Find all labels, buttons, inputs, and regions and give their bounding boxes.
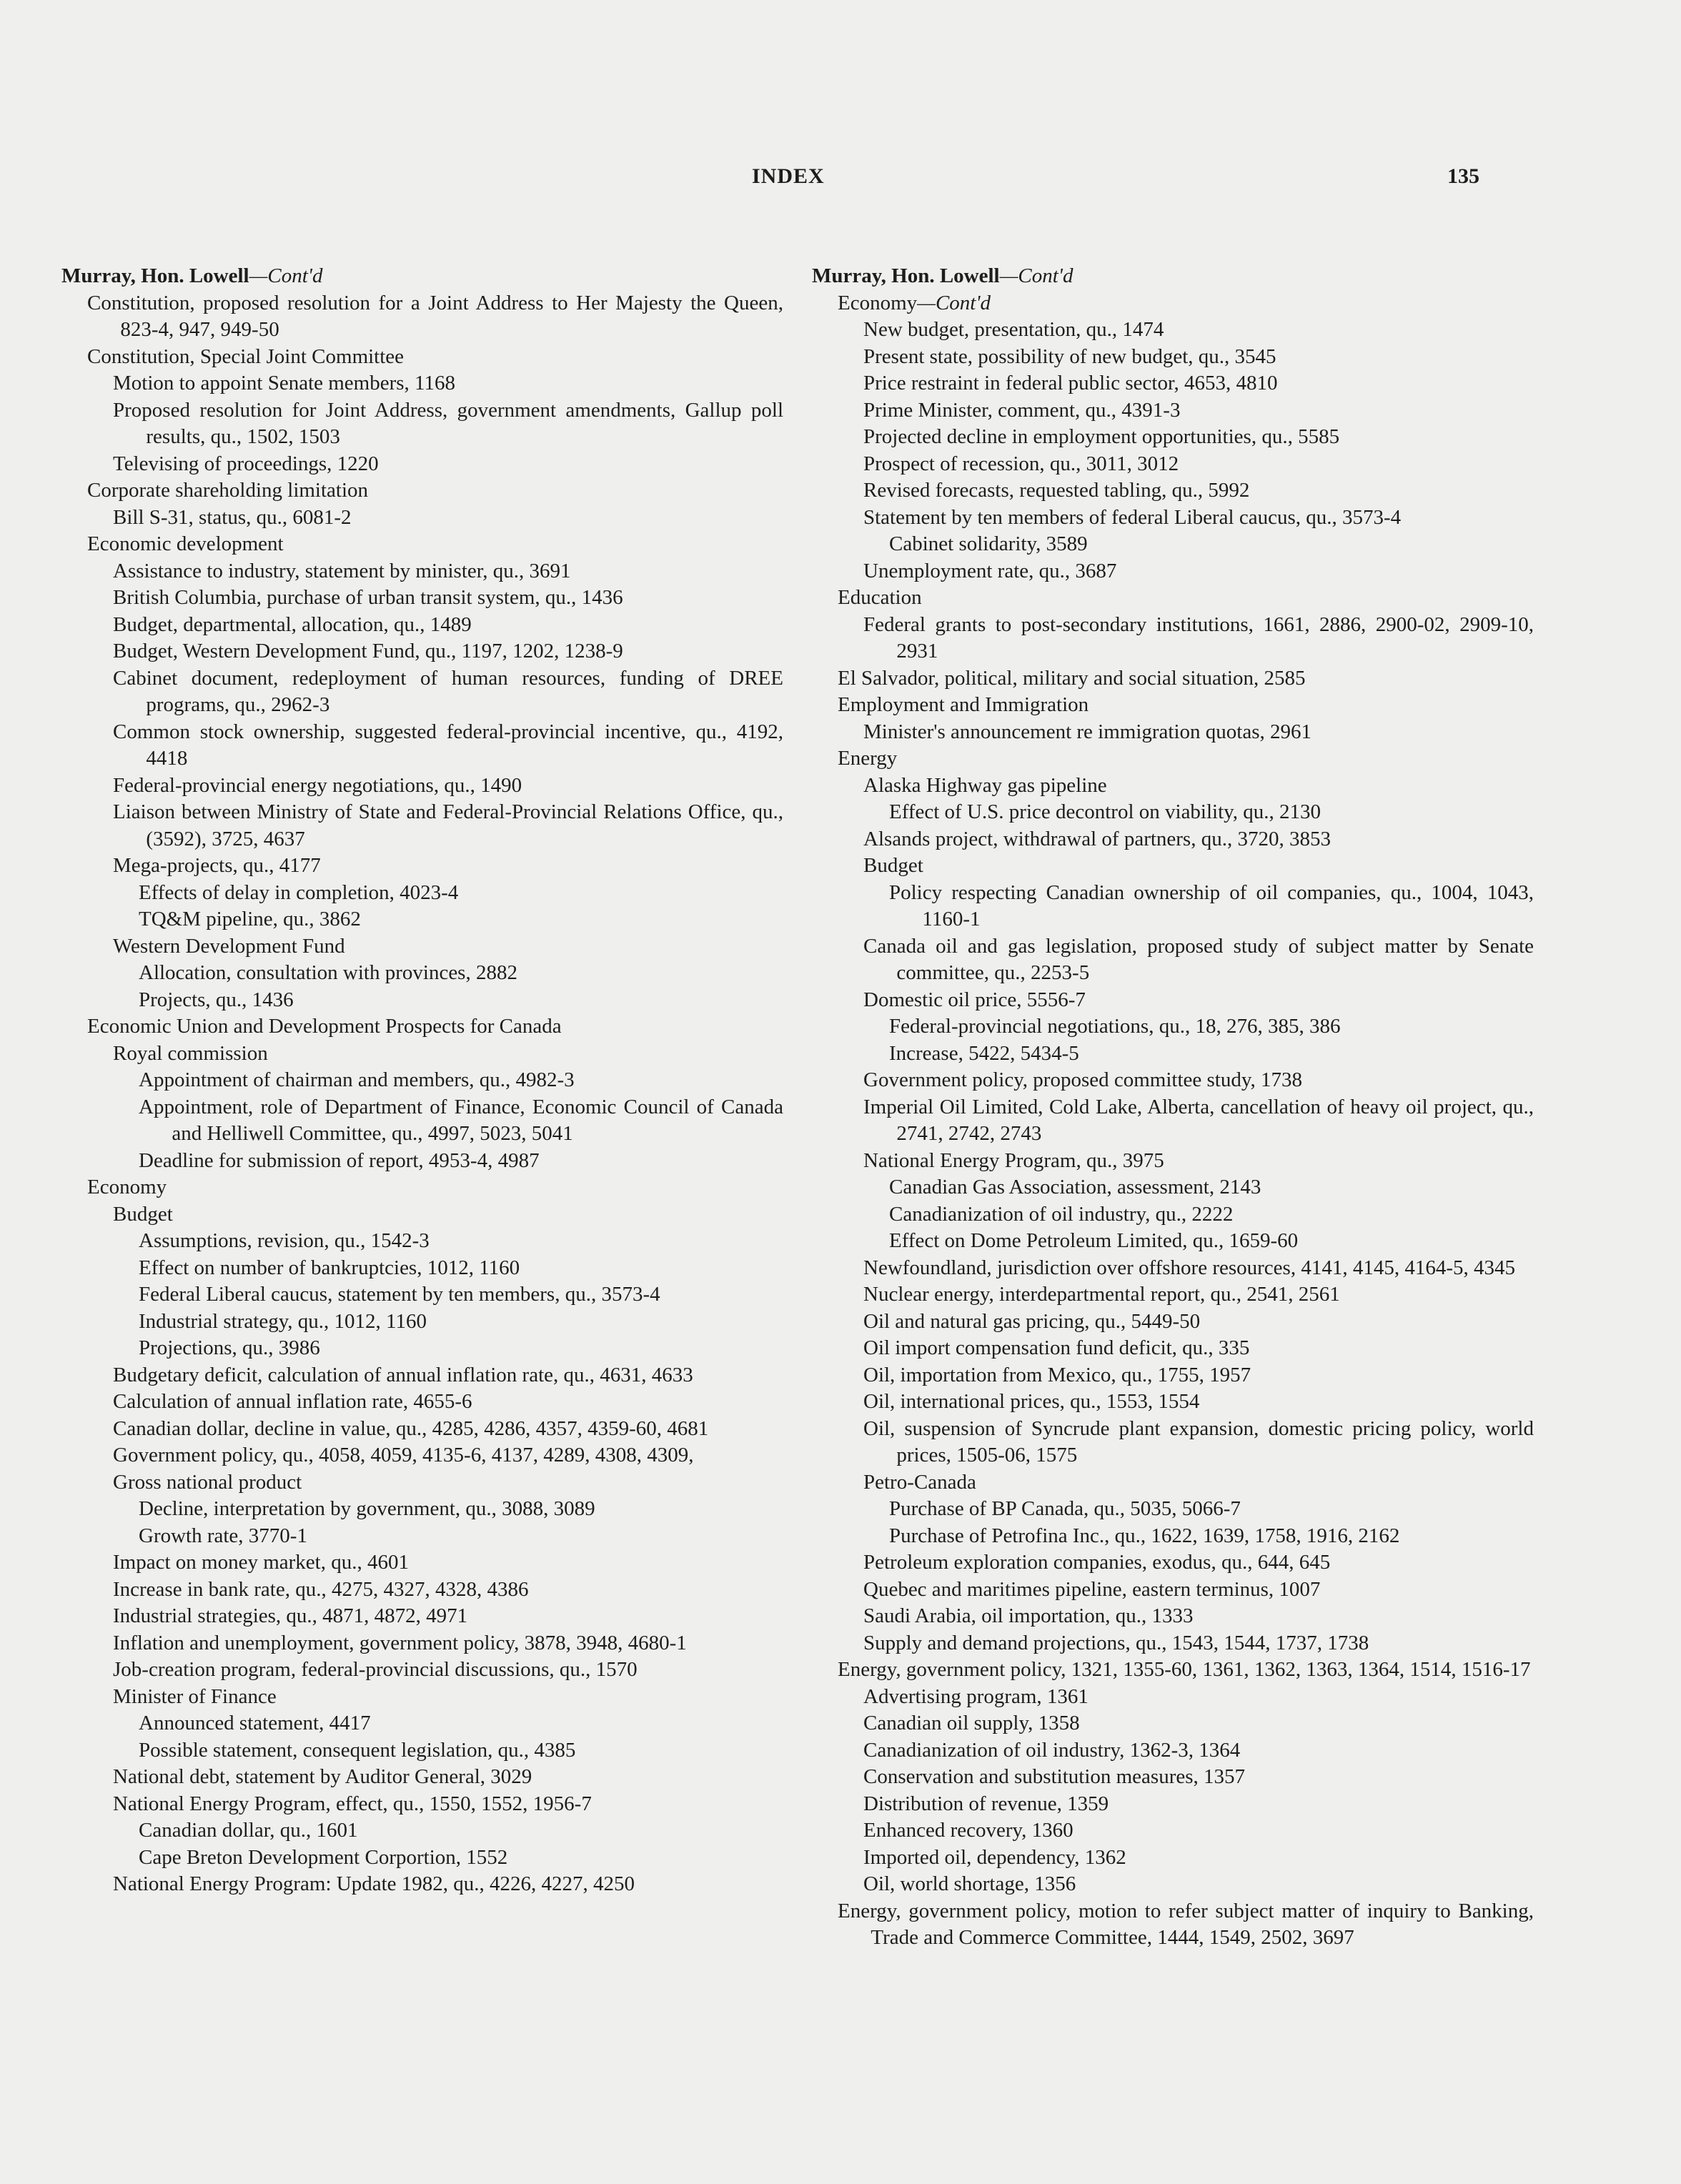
index-entry: Imperial Oil Limited, Cold Lake, Alberta, cancellation of heavy oil project, qu., 2741, 2742, 2743 <box>863 1095 1534 1145</box>
index-entry: Canada oil and gas legislation, proposed study of subject matter by Senate committee, qu., 2253-5 <box>863 934 1534 984</box>
index-entry: Constitution, Special Joint Committee <box>87 344 405 368</box>
index-entry: Revised forecasts, requested tabling, qu., 5992 <box>863 479 1250 502</box>
index-entry: Economic development <box>87 532 284 555</box>
index-entry: Effect on Dome Petroleum Limited, qu., 1659-60 <box>889 1229 1299 1252</box>
index-entry: National Energy Program: Update 1982, qu., 4226, 4227, 4250 <box>113 1872 635 1895</box>
index-entry: Common stock ownership, suggested federal-provincial incentive, qu., 4192, 4418 <box>113 720 783 770</box>
index-entry: Energy, government policy, motion to refer subject matter of inquiry to Banking, Trade and Commerce Committee, 1444, 1549, 2502, 3697 <box>838 1899 1534 1949</box>
index-entry: Petro-Canada <box>863 1470 976 1494</box>
index-entry: Canadian oil supply, 1358 <box>863 1712 1080 1734</box>
index-entry: Government policy, qu., 4058, 4059, 4135-6, 4137, 4289, 4308, 4309, <box>113 1444 694 1466</box>
index-entry: Liaison between Ministry of State and Federal-Provincial Relations Office, qu., (3592), 3725, 4637 <box>113 800 783 850</box>
index-entry: Purchase of Petrofina Inc., qu., 1622, 1639, 1758, 1916, 2162 <box>889 1524 1400 1547</box>
heading-name: Murray, Hon. Lowell <box>812 264 1000 287</box>
index-entry: Policy respecting Canadian ownership of oil companies, qu., 1004, 1043, 1160-1 <box>889 880 1534 930</box>
index-entry: Industrial strategies, qu., 4871, 4872, 4971 <box>113 1604 468 1627</box>
index-entry: Corporate shareholding limitation <box>87 479 369 502</box>
index-entries <box>812 290 1534 1952</box>
index-entry: Prime Minister, comment, qu., 4391-3 <box>863 398 1181 422</box>
index-entry: Assumptions, revision, qu., 1542-3 <box>139 1229 430 1252</box>
heading-continued: —Cont'd <box>999 264 1073 287</box>
page-number: 135 <box>1447 164 1479 188</box>
index-entries <box>61 290 783 1898</box>
heading-name: Murray, Hon. Lowell <box>61 264 249 287</box>
index-entry: Canadianization of oil industry, 1362-3, 1364 <box>863 1738 1241 1762</box>
index-entry: Economic Union and Development Prospects for Canada <box>87 1015 562 1038</box>
index-entry: Televising of proceedings, 1220 <box>113 452 379 475</box>
index-entry: Domestic oil price, 5556-7 <box>863 988 1086 1011</box>
index-heading <box>61 263 783 290</box>
index-entry: Quebec and maritimes pipeline, eastern terminus, 1007 <box>863 1577 1321 1601</box>
index-entry: Assistance to industry, statement by minister, qu., 3691 <box>113 559 571 582</box>
index-entry: Alsands project, withdrawal of partners, qu., 3720, 3853 <box>863 827 1331 850</box>
index-entry: Supply and demand projections, qu., 1543, 1544, 1737, 1738 <box>863 1631 1369 1654</box>
index-entry: Oil, importation from Mexico, qu., 1755, 1957 <box>863 1363 1251 1386</box>
index-entry: Proposed resolution for Joint Address, government amendments, Gallup poll results, qu., 1502, 1503 <box>113 398 783 448</box>
index-entry: Imported oil, dependency, 1362 <box>863 1845 1126 1869</box>
index-entry: Cabinet document, redeployment of human resources, funding of DREE programs, qu., 2962-3 <box>113 666 783 716</box>
index-entry: Federal Liberal caucus, statement by ten members, qu., 3573-4 <box>139 1283 660 1306</box>
index-entry: Alaska Highway gas pipeline <box>863 773 1107 797</box>
index-entry: Budget <box>113 1202 173 1226</box>
index-entry: Canadian Gas Association, assessment, 2143 <box>889 1176 1261 1198</box>
index-entry: Calculation of annual inflation rate, 4655-6 <box>113 1390 472 1413</box>
index-entry: Purchase of BP Canada, qu., 5035, 5066-7 <box>889 1497 1241 1520</box>
index-entry: Effects of delay in completion, 4023-4 <box>139 880 459 904</box>
index-entry: Oil and natural gas pricing, qu., 5449-50 <box>863 1309 1201 1333</box>
index-entry: National Energy Program, effect, qu., 1550, 1552, 1956-7 <box>113 1792 592 1815</box>
index-entry: Deadline for submission of report, 4953-4, 4987 <box>139 1148 540 1172</box>
index-entry: Royal commission <box>113 1041 268 1065</box>
index-entry: Distribution of revenue, 1359 <box>863 1792 1109 1815</box>
index-entry: Constitution, proposed resolution for a Joint Address to Her Majesty the Queen, 823-4, 947, 949-50 <box>87 291 783 341</box>
index-heading <box>812 263 1534 290</box>
index-entry: Conservation and substitution measures, 1357 <box>863 1765 1246 1788</box>
index-entry: Federal-provincial energy negotiations, qu., 1490 <box>113 773 522 797</box>
index-entry: Industrial strategy, qu., 1012, 1160 <box>139 1309 427 1333</box>
index-entry: Economy <box>87 1176 167 1198</box>
index-entry: Job-creation program, federal-provincial discussions, qu., 1570 <box>113 1658 638 1681</box>
index-entry: Effect of U.S. price decontrol on viability, qu., 2130 <box>889 800 1322 823</box>
index-entry: Newfoundland, jurisdiction over offshore resources, 4141, 4145, 4164-5, 4345 <box>863 1256 1515 1279</box>
index-entry: Projects, qu., 1436 <box>139 988 294 1011</box>
index-column-right <box>812 263 1534 1952</box>
index-entry: El Salvador, political, military and social situation, 2585 <box>838 666 1306 690</box>
index-entry: Bill S-31, status, qu., 6081-2 <box>113 505 352 529</box>
index-column-left <box>61 263 783 1898</box>
index-entry: Effect on number of bankruptcies, 1012, 1160 <box>139 1256 520 1279</box>
continued-label: —Cont'd <box>917 291 991 314</box>
index-entry: Economy—Cont'd <box>838 291 991 314</box>
index-entry: Growth rate, 3770-1 <box>139 1524 307 1547</box>
index-entry: Price restraint in federal public sector, 4653, 4810 <box>863 372 1278 394</box>
index-entry: British Columbia, purchase of urban transit system, qu., 1436 <box>113 586 623 609</box>
index-entry: Increase, 5422, 5434-5 <box>889 1041 1079 1065</box>
index-entry: Federal-provincial negotiations, qu., 18, 276, 385, 386 <box>889 1015 1341 1038</box>
index-entry: Budgetary deficit, calculation of annual inflation rate, qu., 4631, 4633 <box>113 1363 693 1386</box>
index-entry: Projections, qu., 3986 <box>139 1336 320 1359</box>
index-entry: Federal grants to post-secondary institutions, 1661, 2886, 2900-02, 2909-10, 2931 <box>863 612 1534 662</box>
index-entry: Increase in bank rate, qu., 4275, 4327, 4328, 4386 <box>113 1577 529 1601</box>
index-entry: Gross national product <box>113 1470 302 1494</box>
index-entry: Canadian dollar, qu., 1601 <box>139 1819 358 1842</box>
index-entry: Decline, interpretation by government, qu., 3088, 3089 <box>139 1497 595 1520</box>
index-entry: Impact on money market, qu., 4601 <box>113 1551 409 1574</box>
index-entry: Western Development Fund <box>113 934 345 958</box>
index-entry: Unemployment rate, qu., 3687 <box>863 559 1117 582</box>
index-entry: Oil, international prices, qu., 1553, 1554 <box>863 1390 1200 1413</box>
index-entry: Government policy, proposed committee study, 1738 <box>863 1068 1302 1091</box>
index-entry: Mega-projects, qu., 4177 <box>113 854 321 877</box>
index-entry: Appointment of chairman and members, qu., 4982-3 <box>139 1068 575 1091</box>
index-entry: Energy <box>838 747 898 770</box>
index-entry: Canadianization of oil industry, qu., 2222 <box>889 1202 1234 1226</box>
index-entry: Budget, departmental, allocation, qu., 1489 <box>113 612 472 636</box>
index-entry: Appointment, role of Department of Finance, Economic Council of Canada and Helliwell Committee, qu., 4997, 5023, 5041 <box>139 1095 783 1145</box>
index-entry: Oil, world shortage, 1356 <box>863 1872 1076 1895</box>
index-entry: Inflation and unemployment, government policy, 3878, 3948, 4680-1 <box>113 1631 687 1654</box>
index-entry: National Energy Program, qu., 3975 <box>863 1148 1164 1172</box>
index-entry: National debt, statement by Auditor General, 3029 <box>113 1765 532 1788</box>
index-entry: Announced statement, 4417 <box>139 1712 371 1734</box>
index-entry: Motion to appoint Senate members, 1168 <box>113 372 455 394</box>
index-entry: Projected decline in employment opportunities, qu., 5585 <box>863 425 1340 448</box>
index-entry: Enhanced recovery, 1360 <box>863 1819 1073 1842</box>
index-entry: Allocation, consultation with provinces, 2882 <box>139 961 517 984</box>
index-entry: Canadian dollar, decline in value, qu., 4285, 4286, 4357, 4359-60, 4681 <box>113 1416 709 1440</box>
index-entry: Statement by ten members of federal Liberal caucus, qu., 3573-4 <box>863 505 1402 529</box>
index-entry: Oil import compensation fund deficit, qu., 335 <box>863 1336 1250 1359</box>
index-entry: Nuclear energy, interdepartmental report, qu., 2541, 2561 <box>863 1283 1340 1306</box>
index-entry: Cape Breton Development Corportion, 1552 <box>139 1845 508 1869</box>
index-entry: Employment and Immigration <box>838 693 1089 716</box>
index-entry: Cabinet solidarity, 3589 <box>889 532 1088 555</box>
index-entry: Budget <box>863 854 923 877</box>
index-entry: Energy, government policy, 1321, 1355-60, 1361, 1362, 1363, 1364, 1514, 1516-17 <box>838 1658 1531 1681</box>
index-entry: Possible statement, consequent legislation, qu., 4385 <box>139 1738 576 1762</box>
index-entry: Petroleum exploration companies, exodus, qu., 644, 645 <box>863 1551 1331 1574</box>
index-entry: Oil, suspension of Syncrude plant expansion, domestic pricing policy, world prices, 1505-06, 1575 <box>863 1416 1534 1466</box>
index-entry: Present state, possibility of new budget, qu., 3545 <box>863 344 1276 368</box>
index-entry: Minister of Finance <box>113 1684 277 1708</box>
index-entry: Saudi Arabia, oil importation, qu., 1333 <box>863 1604 1194 1627</box>
index-entry: Budget, Western Development Fund, qu., 1197, 1202, 1238-9 <box>113 640 623 662</box>
index-entry: Education <box>838 586 922 609</box>
index-entry: New budget, presentation, qu., 1474 <box>863 318 1164 341</box>
index-entry: TQ&M pipeline, qu., 3862 <box>139 908 361 930</box>
index-entry: Prospect of recession, qu., 3011, 3012 <box>863 452 1179 475</box>
page-header-title: INDEX <box>752 164 825 188</box>
index-entry: Minister's announcement re immigration quotas, 2961 <box>863 720 1311 743</box>
heading-continued: —Cont'd <box>249 264 323 287</box>
index-entry: Advertising program, 1361 <box>863 1684 1089 1708</box>
